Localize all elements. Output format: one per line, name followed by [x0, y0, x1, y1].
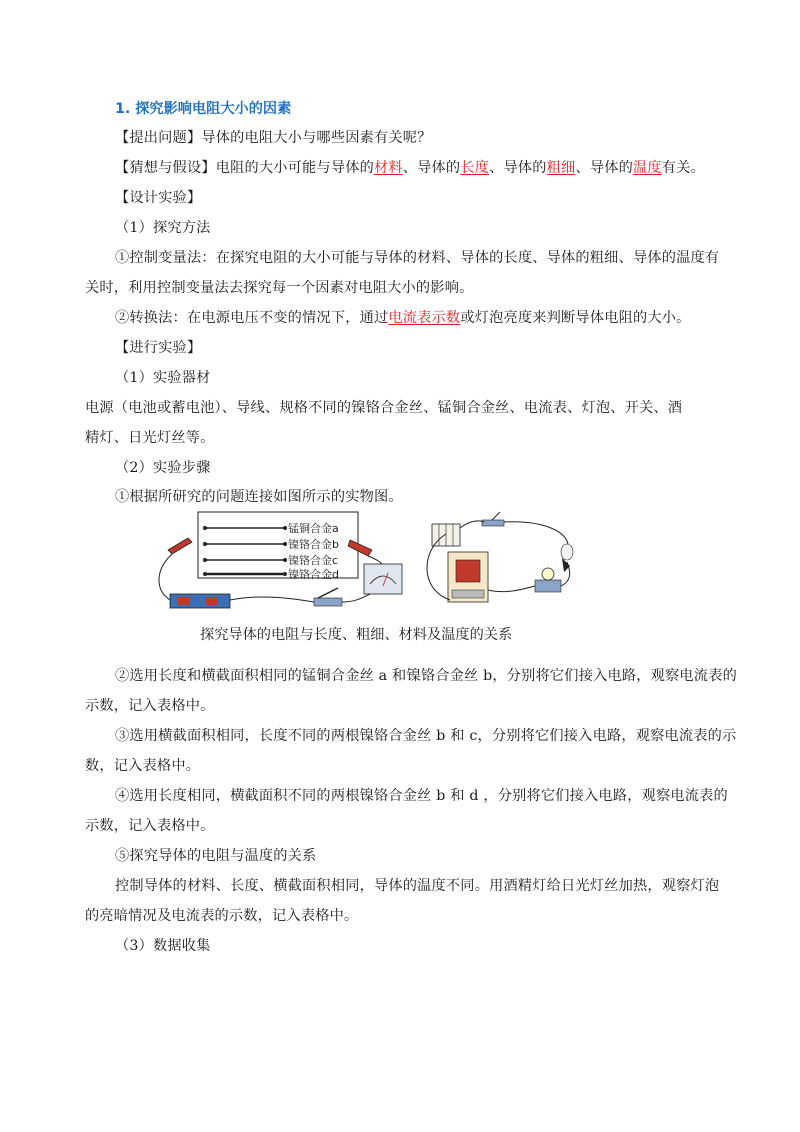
text: 【猜想与假设】电阻的大小可能与导体的 — [115, 160, 374, 176]
circuit-figure — [150, 510, 670, 620]
method1-line2: 关时，利用控制变量法去探究每一个因素对电阻大小的影响。 — [85, 280, 474, 296]
conduct-label: 【进行实验】 — [115, 340, 202, 356]
filament-rod — [492, 512, 500, 520]
step3-line1: ③选用横截面积相同，长度不同的两根镍铬合金丝 b 和 c，分别将它们接入电路，观察电流表的示 — [115, 728, 737, 744]
meter-base — [452, 590, 484, 598]
hypothesis-paragraph — [115, 158, 705, 178]
step4-line2: 示数，记入表格中。 — [85, 818, 215, 834]
text: ②转换法：在电源电压不变的情况下，通过 — [115, 310, 389, 326]
lamp-bulb-icon — [542, 568, 554, 580]
equipment-line2: 精灯、日光灯丝等。 — [85, 430, 215, 446]
method-title: （1）探究方法 — [115, 220, 211, 236]
knife-switch — [314, 598, 342, 606]
connecting-wire — [342, 594, 370, 602]
terminal-dot — [283, 558, 287, 562]
text: 或灯泡亮度来判断导体电阻的大小。 — [460, 310, 691, 326]
keyword-temperature: 温度 — [633, 160, 662, 176]
terminal-dot — [283, 572, 287, 576]
wire-label-a: 锰铜合金a — [288, 522, 339, 535]
terminal-dot — [283, 526, 287, 530]
battery-cell — [206, 597, 218, 605]
step3-line2: 数，记入表格中。 — [85, 758, 201, 774]
terminal-dot — [203, 526, 207, 530]
connecting-wire — [460, 521, 484, 528]
coil-icon — [561, 544, 573, 560]
connecting-wire — [230, 597, 314, 602]
filament-holder — [482, 520, 504, 526]
text: 有关。 — [661, 160, 705, 176]
connecting-wire — [368, 556, 382, 564]
keyword-length: 长度 — [460, 160, 490, 176]
step1-text: ①根据所研究的问题连接如图所示的实物图。 — [115, 489, 403, 505]
data-collection-title: （3）数据收集 — [115, 938, 211, 954]
connecting-wire — [504, 522, 568, 544]
connecting-wire — [488, 586, 535, 592]
circuit-diagram — [150, 510, 670, 620]
terminal-dot — [203, 542, 207, 546]
alligator-clip-left — [168, 538, 192, 554]
switch-lever — [318, 588, 338, 598]
keyword-thickness: 粗细 — [546, 160, 576, 176]
method1-line1: ①控制变量法：在探究电阻的大小可能与导体的材料、导体的长度、导体的粗细、导体的温度有 — [115, 250, 720, 266]
equipment-line1: 电源（电池或蓄电池）、导线、规格不同的镍铬合金丝、锰铜合金丝、电流表、灯泡、开关、酒 — [85, 400, 683, 416]
terminal-dot — [203, 558, 207, 562]
design-label: 【设计实验】 — [115, 190, 202, 206]
text: 、导体的 — [575, 160, 634, 176]
connecting-wire — [159, 554, 172, 600]
steps-title: （2）实验步骤 — [115, 460, 211, 476]
step5-line2: 的亮暗情况及电流表的示数，记入表格中。 — [85, 908, 359, 924]
text: 、导体的 — [489, 160, 547, 176]
step5-line1: 控制导体的材料、长度、横截面积相同，导体的温度不同。用酒精灯给日光灯丝加热，观察灯泡 — [115, 878, 720, 894]
keyword-ammeter-reading: 电流表示数 — [388, 310, 461, 326]
meter-face — [456, 560, 480, 582]
figure-caption: 探究导体的电阻与长度、粗细、材料及温度的关系 — [200, 627, 513, 643]
wire-label-d: 镍铬合金d — [288, 568, 339, 581]
step5-title: ⑤探究导体的电阻与温度的关系 — [115, 848, 317, 864]
equipment-title: （1）实验器材 — [115, 370, 211, 386]
terminal-dot — [203, 572, 207, 576]
method2-paragraph — [115, 308, 691, 328]
step4-line1: ④选用长度相同，横截面积不同的两根镍铬合金丝 b 和 d ，分别将它们接入电路，观察电流表的 — [115, 788, 728, 804]
ammeter — [364, 564, 402, 594]
keyword-material: 材料 — [373, 160, 403, 176]
wire-label-b: 镍铬合金b — [288, 538, 339, 551]
step2-line1: ②选用长度和横截面积相同的锰铜合金丝 a 和镍铬合金丝 b，分别将它们接入电路，观察电流表的 — [115, 668, 737, 684]
wire-label-c: 镍铬合金c — [288, 554, 339, 567]
terminal-dot — [283, 542, 287, 546]
step2-line2: 示数，记入表格中。 — [85, 698, 215, 714]
text: 、导体的 — [402, 160, 461, 176]
battery-cell — [178, 597, 190, 605]
section-heading: 1. 探究影响电阻大小的因素 — [115, 101, 292, 117]
question-paragraph: 【提出问题】导体的电阻大小与哪些因素有关呢？ — [115, 130, 432, 146]
lamp-base — [535, 580, 561, 592]
